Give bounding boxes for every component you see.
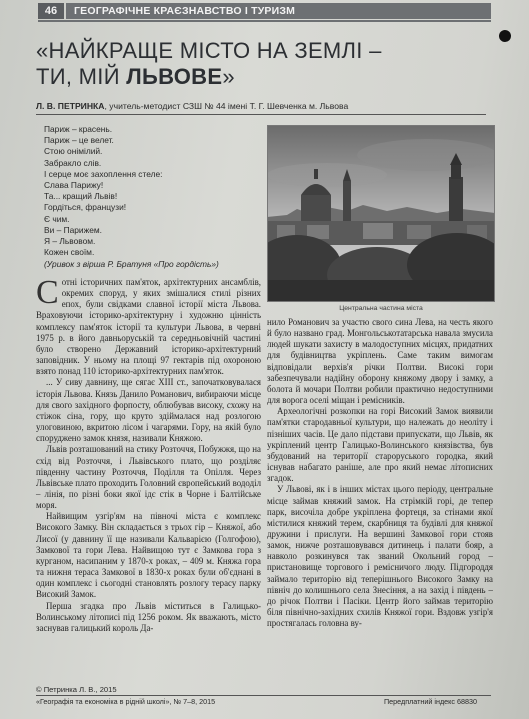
footer-journal: «Географія та економіка в рідній школі», № 7–8, 2015 <box>36 697 216 706</box>
poem-line: Та... кращий Львів! <box>44 191 118 202</box>
footer-rule <box>36 695 491 696</box>
header-rule <box>38 20 491 22</box>
epigraph-poem <box>44 124 264 271</box>
binding-hole <box>499 30 511 42</box>
paragraph: Львів розташований на стику Розточчя, Побужжя, що на схід від Розточчя, і Львівського плато, що розділяє південну частину Розточчя, Поділля та Опілля. Через Львівське плато проходить Головний європейський вододіл – лінія, по різні боки якої ідє стік в Чорне і Балтійське моря. <box>36 444 261 511</box>
title-line-2: ТИ, МІЙ ЛЬВОВЕ» <box>36 64 235 89</box>
poem-line: Кожен своїм. <box>44 247 95 258</box>
paragraph: Археологічні розкопки на горі Високий Замок виявили пам'ятки стародавньої культури, що належать до неоліту і пізніших часів. Це дало підстави припускати, що Львів, як укріплений центр Галицько-Волинського князівства, був збудований на території староруського городка, який існував набагато раніше, але про який немає літописних згадок. <box>267 406 493 484</box>
article-title <box>36 38 481 90</box>
photo-caption: Центральна частина міста <box>339 305 423 312</box>
poem-line: І серце моє захоплення стеле: <box>44 168 163 179</box>
footer-index: Передплатний індекс 68830 <box>384 697 477 706</box>
paragraph: Найвищим узгір'ям на півночі міста є комплекс Високого Замку. Він складається з трьох гір – Княжої, або Лисої (у давнину її ще називали Кальварією (Голгофою), Замкової та гори Лева. Найвищою тут є Замкова гора з курганом, насипаним у 1870-х роках, – 409 м. Княжа гора та нижня тераса Замкової в 1830-х роках були об'єднані в один комплекс і сьогодні становлять розлогу терасу парку Високий Замок. <box>36 511 261 600</box>
paragraph: нило Романович за участю свого сина Лева, на честь якого й було названо град. Монгольськотатарська навала змусила людей шукати захисту в малодоступних місцях, придатних для будівництва укріплень. Саме таким вимогам відповідали верхів'я річки Полтви. Високі гори забезпечували надійну оборону княжому двору і замку, а болота й мочари Полтви робили практично недоступними для ворога оселі міщан і ремісників. <box>267 317 493 406</box>
paragraph: У Львові, як і в інших містах цього періоду, центральне місце займав княжий замок. На стрімкій горі, де тепер парк, височіла добре укріплена фортеця, за стінами якої містилися княжий терем, скарбниця та будівлі для княжої дружини і прислуги. На вершині Замкової гори стояв замок, нижче розташовувався дитинець і палати бояр, а навколо розкинувся так званий Окольний город – пристановище торгового і ремісничого люду. Підгороддя займало територію від теперішнього Високого Замку на північ до колишнього села Знесіння, а на захід і південь – до річок Полтви і Пасіки. Центр його займав територію біля північно-західних схилів Княжої гори. Вздовж узгір'я простягалась головна ву- <box>267 484 493 629</box>
paragraph: Сотні історичних пам'яток, архітектурних ансамблів, окремих споруд, у яких змішалися стилі різних епох, були свідками славної історії міста Львова. Враховуючи історико-архітектурну і художню цінність комплексу пам'яток історії та культури Львова, в червні 1975 р. в його давньоруській та середньовічній частині було створено Державний історико-архітектурний заповідник. У ньому на площі 97 гектарів під охороною взято понад 110 історико-архітектурних пам'яток. <box>36 274 261 377</box>
article-column-right <box>267 317 493 629</box>
poem-line: Слава Парижу! <box>44 180 104 191</box>
photo-frame <box>267 125 495 302</box>
poem-line: Стою онімілий. <box>44 146 103 157</box>
page-number: 46 <box>38 3 64 19</box>
section-title: ГЕОГРАФІЧНЕ КРАЄЗНАВСТВО І ТУРИЗМ <box>66 3 491 19</box>
poem-line: Париж – це велет. <box>44 135 114 146</box>
paragraph: ... У сиву давнину, ще сягає XIII ст., започатковувалася історія Львова. Князь Данило Романович, вибираючи місце для свого західного форпосту, облюбував високу, схожу на стіжок сіна, гору, що круто здіймалася над розлогою улоговиною, вкритою лісом і чагарями. Гору, на якій було споруджено замок князя, називали Княжою. <box>36 377 261 444</box>
poem-line: Ви – Парижем. <box>44 224 102 235</box>
article-column-left <box>36 274 261 634</box>
author-line <box>36 101 486 115</box>
dropcap: С <box>36 274 59 311</box>
poem-line: Є чим. <box>44 213 70 224</box>
author-name: Л. В. ПЕТРИНКА <box>36 101 105 111</box>
title-line-1: «НАЙКРАЩЕ МІСТО НА ЗЕМЛІ – <box>36 38 382 63</box>
poem-line: Я – Львовом. <box>44 236 96 247</box>
poem-source: (Уривок з вірша Р. Братуня «Про гордість») <box>44 259 219 270</box>
paragraph: Перша згадка про Львів міститься в Галицько-Волинському літописі під 1256 роком. Як вважають, місто заснував галицький король Да- <box>36 600 261 633</box>
copyright: © Петринка Л. В., 2015 <box>36 685 117 694</box>
poem-line: Гордіться, французи! <box>44 202 127 213</box>
poem-line: Париж – красень. <box>44 124 113 134</box>
author-role: , учитель-методист СЗШ № 44 імені Т. Г. Шевченка м. Львова <box>104 101 349 111</box>
poem-line: Забракло слів. <box>44 157 102 168</box>
page-header <box>0 0 529 22</box>
